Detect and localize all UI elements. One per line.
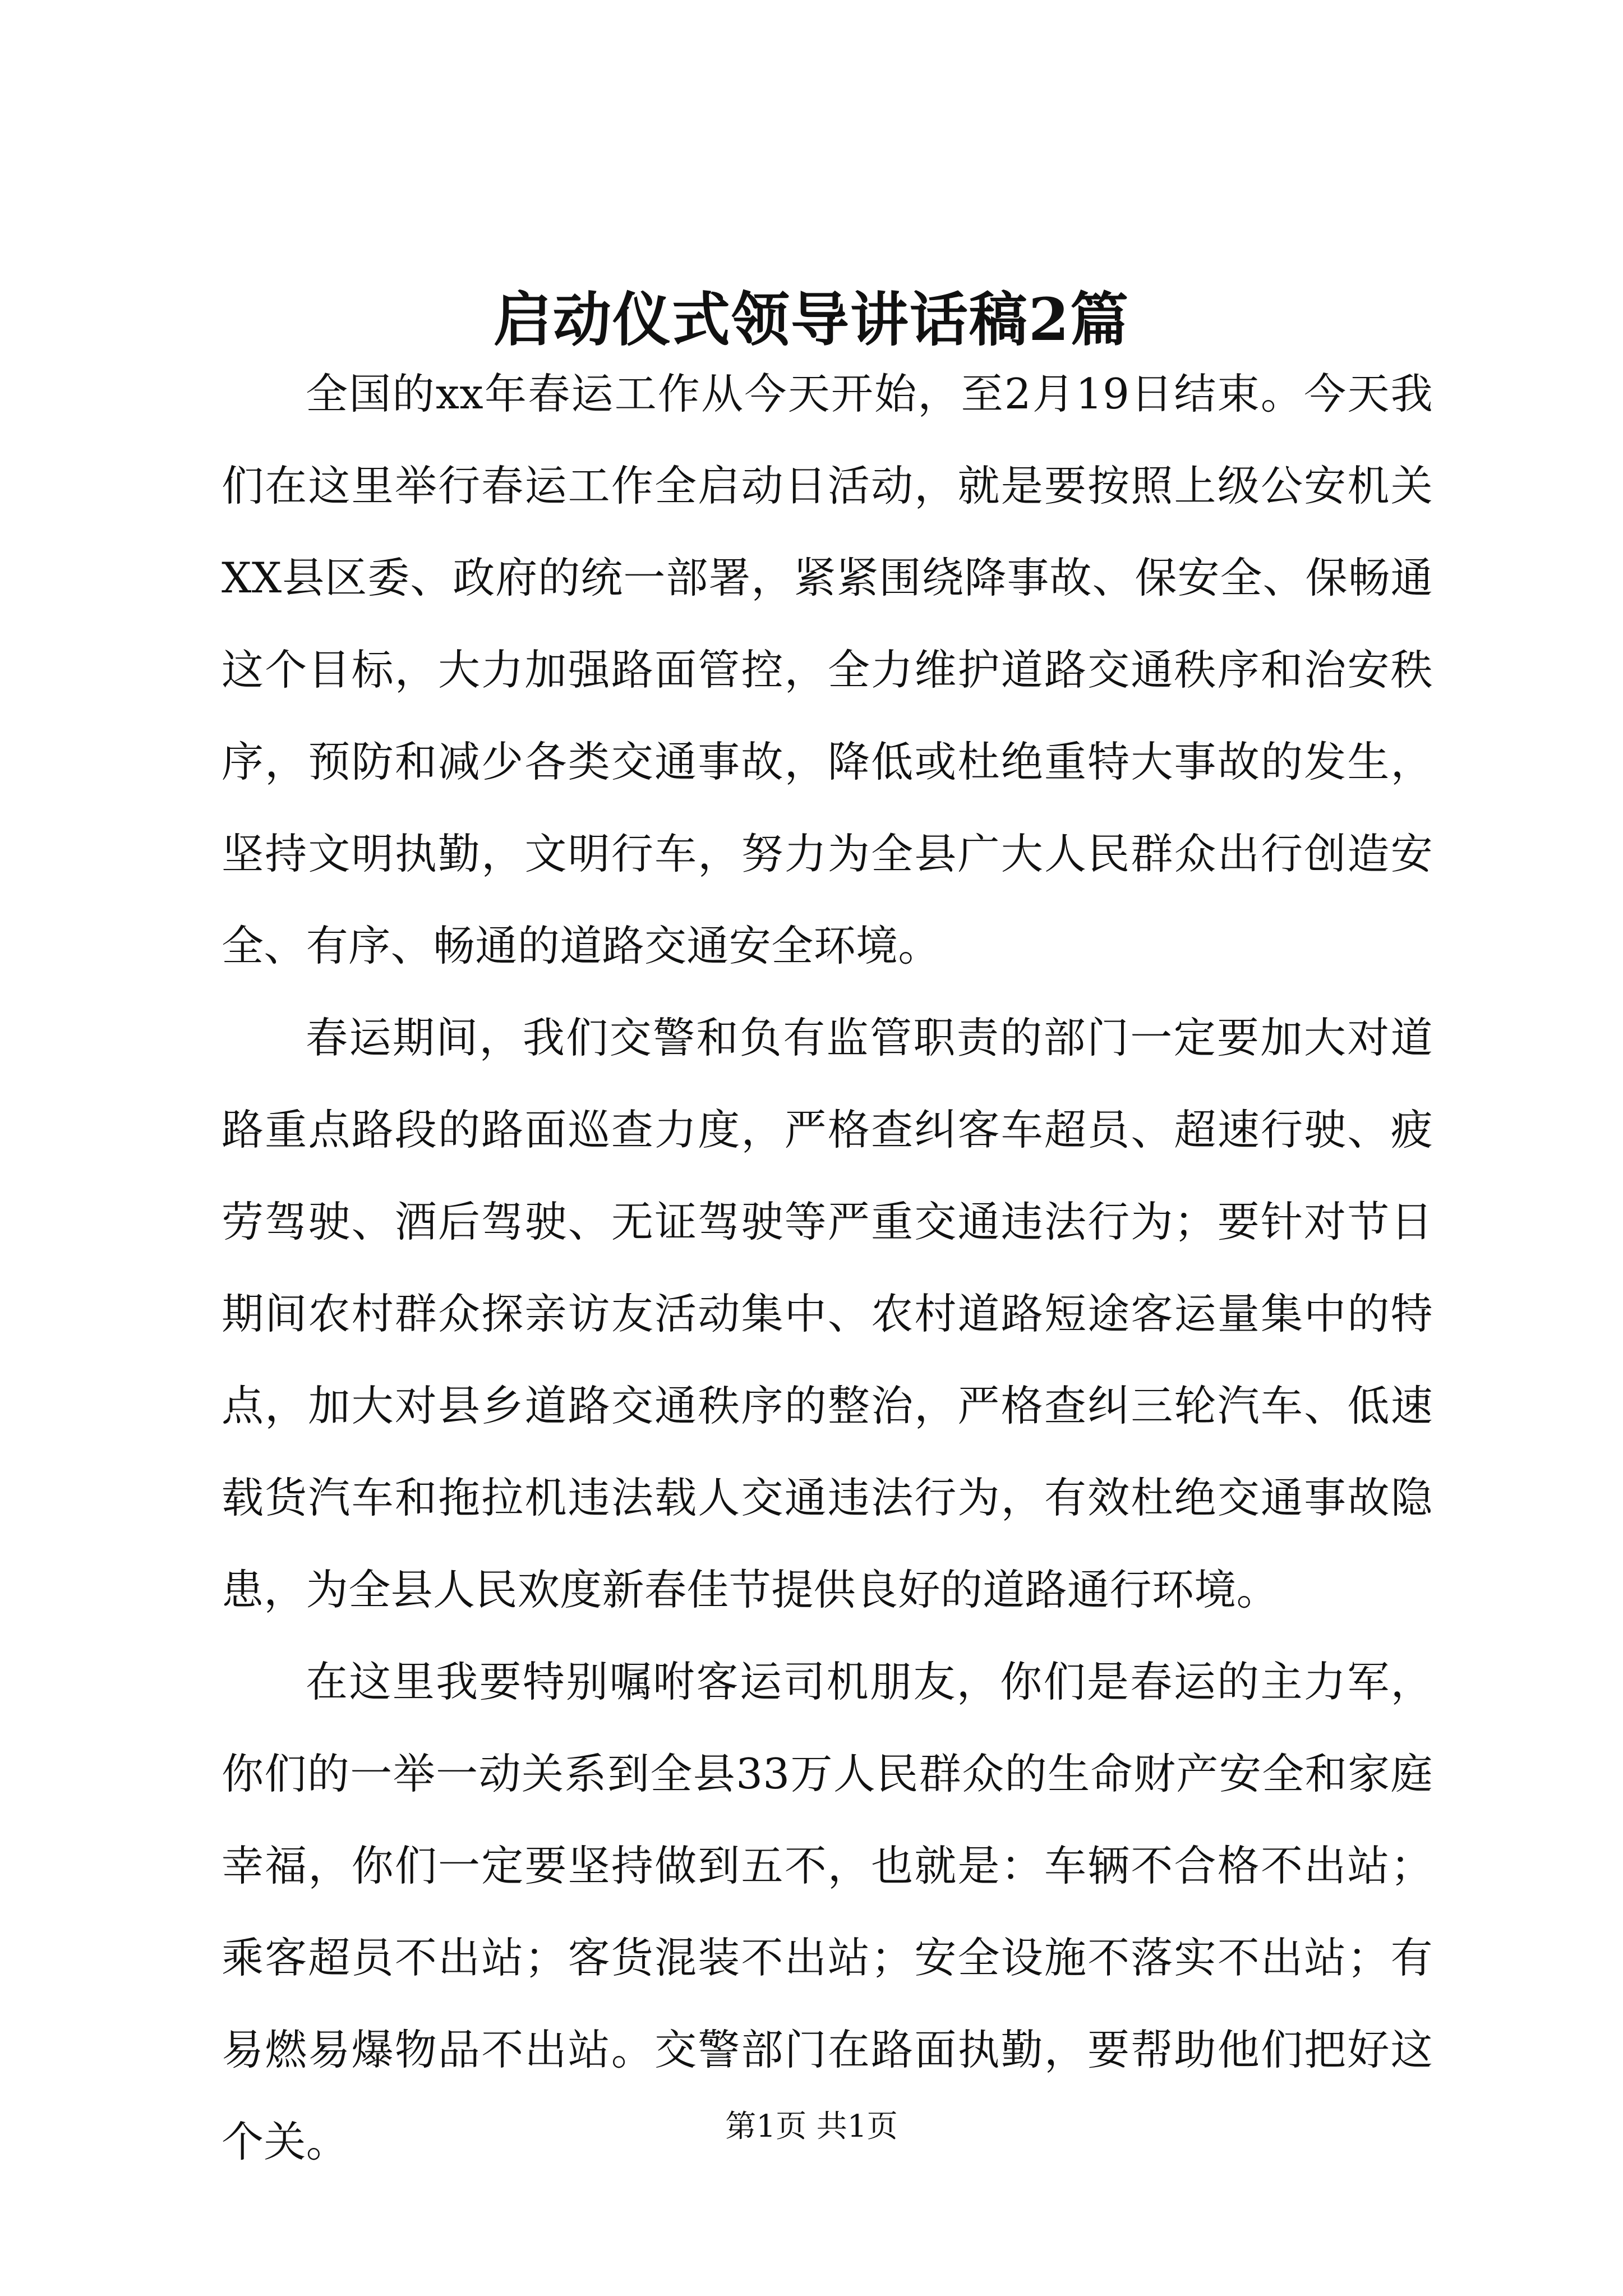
- document-body: [222, 348, 1433, 2188]
- document-title: 启动仪式领导讲话稿2篇: [493, 285, 1130, 354]
- page-number-footer: 第1页 共1页: [725, 2108, 898, 2144]
- paragraph-2: 春运期间，我们交警和负有监管职责的部门一定要加大对道路重点路段的路面巡查力度，严格查纠客车超员、超速行驶、疲劳驾驶、酒后驾驶、无证驾驶等严重交通违法行为；要针对节日期间农村群众探亲访友活动集中、农村道路短途客运量集中的特点，加大对县乡道路交通秩序的整治，严格查纠三轮汽车、低速载货汽车和拖拉机违法载人交通违法行为，有效杜绝交通事故隐患，为全县人民欢度新春佳节提供良好的道路通行环境。: [222, 1013, 1433, 1614]
- paragraph-1: 全国的xx年春运工作从今天开始，至2月19日结束。今天我们在这里举行春运工作全启动日活动，就是要按照上级公安机关XX县区委、政府的统一部署，紧紧围绕降事故、保安全、保畅通这个目标，大力加强路面管控，全力维护道路交通秩序和治安秩序，预防和减少各类交通事故，降低或杜绝重特大事故的发生，坚持文明执勤，文明行车，努力为全县广大人民群众出行创造安全、有序、畅通的道路交通安全环境。: [222, 369, 1433, 970]
- paragraph-3: 在这里我要特别嘱咐客运司机朋友，你们是春运的主力军，你们的一举一动关系到全县33万人民群众的生命财产安全和家庭幸福，你们一定要坚持做到五不，也就是：车辆不合格不出站；乘客超员不出站；客货混装不出站；安全设施不落实不出站；有易燃易爆物品不出站。交警部门在路面执勤，要帮助他们把好这个关。: [222, 1657, 1433, 2166]
